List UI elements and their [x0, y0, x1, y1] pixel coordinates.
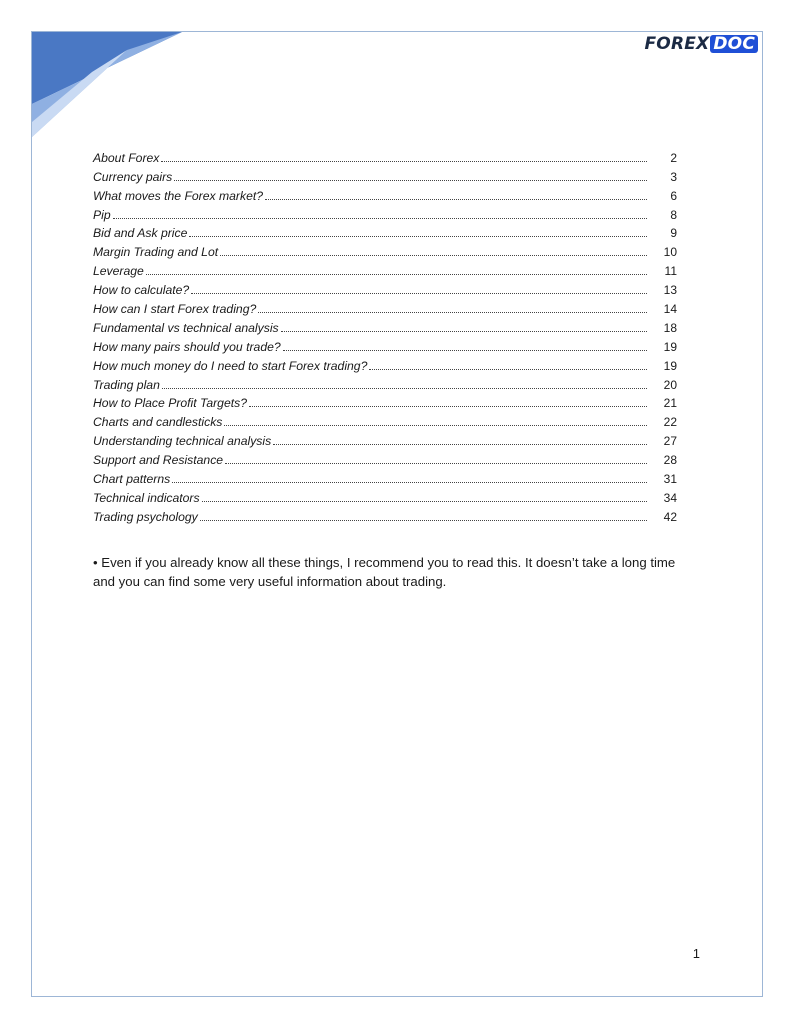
logo-forex-text: FOREX: [644, 34, 710, 54]
toc-entry-title: Chart patterns: [93, 472, 171, 487]
toc-entry[interactable]: [93, 316, 677, 335]
toc-dot-leader: [189, 235, 647, 237]
toc-entry-title: Technical indicators: [93, 490, 200, 505]
toc-entry[interactable]: [93, 203, 677, 222]
toc-entry-title: How much money do I need to start Forex trading?: [93, 358, 368, 373]
toc-dot-leader: [161, 160, 647, 162]
toc-entry-page: 19: [663, 358, 677, 373]
toc-entry[interactable]: [93, 165, 677, 184]
toc-entry[interactable]: [93, 146, 677, 165]
toc-dot-leader: [369, 368, 647, 370]
toc-entry[interactable]: [93, 486, 677, 505]
toc-entry-title: Bid and Ask price: [93, 226, 188, 241]
toc-entry-title: Support and Resistance: [93, 453, 224, 468]
table-of-contents: [93, 146, 677, 524]
toc-entry-page: 3: [670, 169, 677, 184]
toc-entry-page: 22: [663, 415, 677, 430]
toc-entry-title: Leverage: [93, 264, 144, 279]
toc-entry-title: Fundamental vs technical analysis: [93, 320, 279, 335]
toc-entry-title: Margin Trading and Lot: [93, 245, 219, 260]
toc-entry-page: 19: [663, 339, 677, 354]
toc-dot-leader: [146, 273, 647, 275]
toc-entry-page: 9: [670, 226, 677, 241]
toc-entry-title: Currency pairs: [93, 169, 173, 184]
toc-dot-leader: [283, 349, 647, 351]
toc-dot-leader: [200, 519, 647, 521]
toc-dot-leader: [113, 217, 647, 219]
toc-entry-title: How many pairs should you trade?: [93, 339, 281, 354]
toc-entry-title: About Forex: [93, 150, 160, 165]
toc-entry-title: How to Place Profit Targets?: [93, 396, 247, 411]
toc-entry[interactable]: [93, 467, 677, 486]
toc-entry[interactable]: [93, 373, 677, 392]
toc-entry[interactable]: [93, 448, 677, 467]
toc-entry[interactable]: [93, 240, 677, 259]
toc-dot-leader: [224, 424, 647, 426]
toc-dot-leader: [162, 387, 647, 389]
toc-entry[interactable]: [93, 354, 677, 373]
toc-entry-page: 11: [664, 264, 677, 279]
toc-entry[interactable]: [93, 505, 677, 524]
toc-entry-page: 13: [663, 283, 677, 298]
corner-decoration: [32, 32, 182, 137]
toc-dot-leader: [202, 500, 647, 502]
toc-entry-page: 2: [670, 150, 677, 165]
toc-entry[interactable]: [93, 335, 677, 354]
logo-doc-text: DOC: [710, 35, 758, 53]
page-number: 1: [692, 946, 700, 961]
toc-dot-leader: [172, 481, 647, 483]
toc-entry-page: 21: [663, 396, 677, 411]
toc-entry-page: 27: [663, 434, 677, 449]
toc-dot-leader: [174, 179, 647, 181]
toc-entry-title: Pip: [93, 207, 111, 222]
toc-entry-title: How can I start Forex trading?: [93, 302, 257, 317]
toc-entry[interactable]: [93, 259, 677, 278]
toc-entry-page: 20: [663, 377, 677, 392]
toc-entry[interactable]: [93, 392, 677, 411]
toc-entry-page: 8: [670, 207, 677, 222]
toc-entry-page: 28: [663, 453, 677, 468]
toc-entry-page: 18: [663, 320, 677, 335]
toc-entry-page: 10: [663, 245, 677, 260]
forexdoc-logo: [644, 34, 758, 54]
toc-entry[interactable]: [93, 297, 677, 316]
toc-dot-leader: [249, 405, 647, 407]
toc-entry-page: 42: [663, 509, 677, 524]
toc-dot-leader: [220, 254, 647, 256]
toc-dot-leader: [265, 198, 647, 200]
toc-dot-leader: [281, 330, 647, 332]
toc-entry[interactable]: [93, 410, 677, 429]
toc-entry[interactable]: [93, 222, 677, 241]
toc-dot-leader: [258, 311, 647, 313]
toc-dot-leader: [225, 462, 647, 464]
toc-entry-page: 34: [663, 490, 677, 505]
toc-entry-title: How to calculate?: [93, 283, 190, 298]
toc-entry-page: 6: [670, 188, 677, 203]
toc-entry-title: Trading psychology: [93, 509, 198, 524]
intro-note: • Even if you already know all these things, I recommend you to read this. It doesn’t take a long time and you can find some very useful information about trading.: [93, 555, 676, 589]
toc-entry-page: 14: [663, 302, 677, 317]
toc-entry[interactable]: [93, 278, 677, 297]
toc-entry-page: 31: [663, 472, 677, 487]
toc-entry-title: What moves the Forex market?: [93, 188, 264, 203]
toc-dot-leader: [191, 292, 647, 294]
toc-entry[interactable]: [93, 429, 677, 448]
toc-entry-title: Trading plan: [93, 377, 160, 392]
toc-entry-title: Understanding technical analysis: [93, 434, 272, 449]
toc-entry[interactable]: [93, 184, 677, 203]
toc-dot-leader: [273, 443, 647, 445]
toc-entry-title: Charts and candlesticks: [93, 415, 223, 430]
